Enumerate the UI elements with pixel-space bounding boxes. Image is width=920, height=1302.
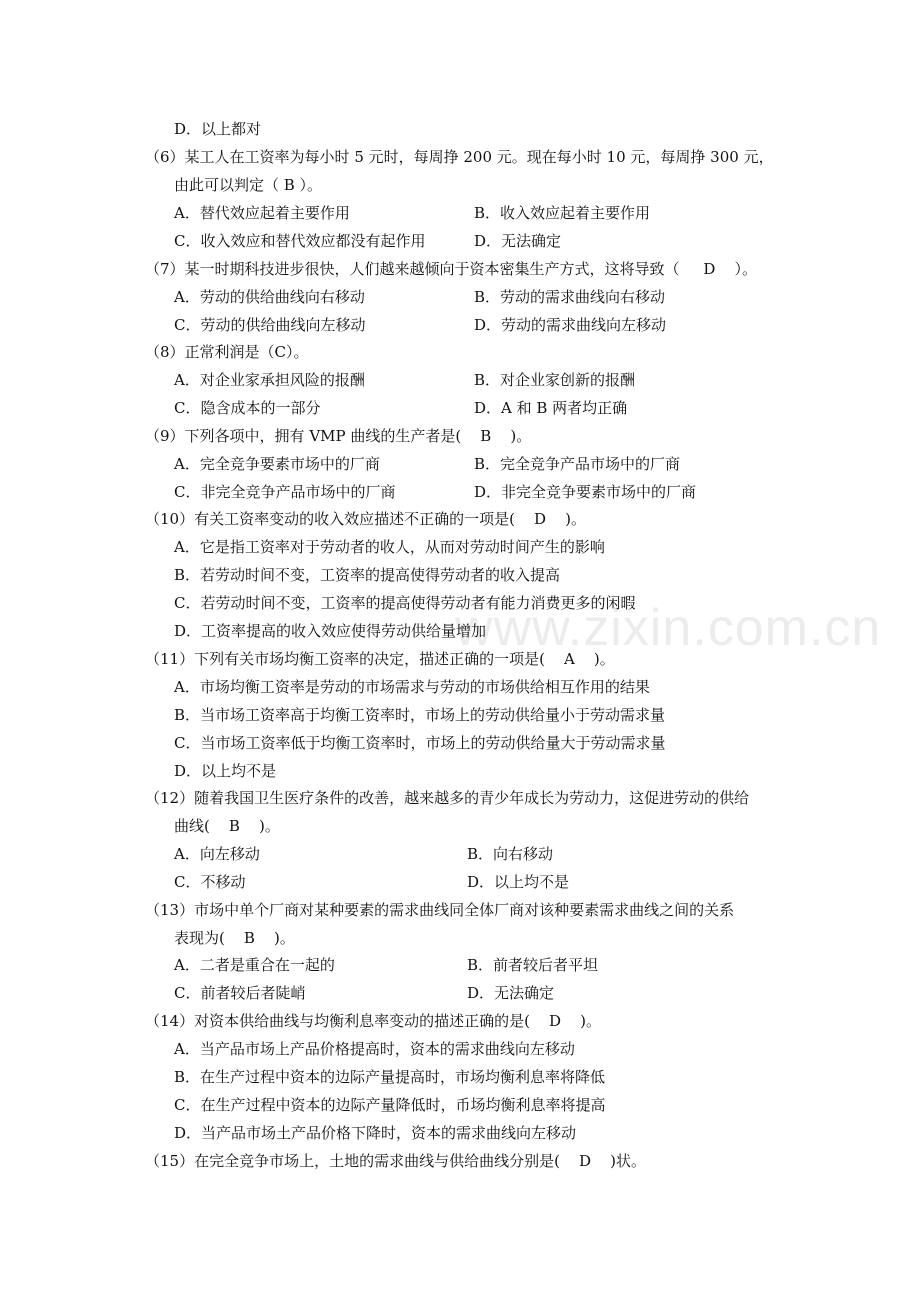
option-line: C．在生产过程中资本的边际产量降低时，币场均衡利息率将提高: [174, 1096, 606, 1114]
question-9: （9）下列各项中，拥有 VMP 曲线的生产者是( B )。: [145, 427, 532, 445]
option-line: B．前者较后者平坦: [467, 956, 599, 974]
option-line: D．A 和 B 两者均正确: [474, 399, 628, 417]
option-line: C．非完全竞争产品市场中的厂商: [174, 483, 396, 501]
option-line: B．收入效应起着主要作用: [474, 204, 651, 222]
option-line: D．劳动的需求曲线向左移动: [474, 316, 667, 334]
option-line: C．前者较后者陡峭: [174, 984, 306, 1002]
option-line: C．当市场工资率低于均衡工资率时，市场上的劳动供给量大于劳动需求量: [174, 734, 666, 752]
option-line: B．对企业家创新的报酬: [474, 371, 636, 389]
question-14: （14）对资本供给曲线与均衡利息率变动的描述正确的是( D )。: [145, 1012, 601, 1030]
option-line: D．非完全竞争要素市场中的厂商: [474, 483, 697, 501]
option-line: C．劳动的供给曲线向左移动: [174, 316, 366, 334]
watermark: www.zixin.com.cn: [455, 599, 882, 657]
option-line: D．以上都对: [174, 120, 262, 138]
option-line: D．以上均不是: [174, 762, 277, 780]
option-line: B．当市场工资率高于均衡工资率时，市场上的劳动供给量小于劳动需求量: [174, 706, 666, 724]
question-11: （11）下列有关市场均衡工资率的决定，描述正确的一项是( A )。: [145, 650, 615, 668]
option-line: C．收入效应和替代效应都没有起作用: [174, 232, 426, 250]
option-line: B．若劳动时间不变，工资率的提高使得劳动者的收入提高: [174, 566, 561, 584]
option-line: A．它是指工资率对于劳动者的收人，从而对劳动时间产生的影响: [174, 538, 605, 556]
option-line: A．市场均衡工资率是劳动的市场需求与劳动的市场供给相互作用的结果: [174, 678, 650, 696]
question-15: （15）在完全竞争市场上，土地的需求曲线与供给曲线分别是( D )状。: [145, 1152, 646, 1170]
question-7: （7）某一时期科技进步很快，人们越来越倾向于资本密集生产方式，这将导致（ D ）。: [145, 260, 757, 278]
question-8: （8）正常利润是（C）。: [145, 343, 309, 361]
option-line: D．无法确定: [474, 232, 562, 250]
option-line: A．二者是重合在一起的: [174, 956, 335, 974]
option-line: C．隐含成本的一部分: [174, 399, 321, 417]
option-line: A．替代效应起着主要作用: [174, 204, 350, 222]
option-line: D．以上均不是: [467, 873, 570, 891]
option-line: D．工资率提高的收入效应使得劳动供给量增加: [174, 622, 487, 640]
option-line: C．若劳动时间不变，工资率的提高使得劳动者有能力消费更多的闲暇: [174, 594, 636, 612]
option-line: A．劳动的供给曲线向右移动: [174, 288, 365, 306]
question-line: 表现为( B )。: [174, 929, 295, 947]
question-line: 曲线( B )。: [174, 817, 280, 835]
option-line: A．当产品市场上产品价格提高时，资本的需求曲线向左移动: [174, 1040, 575, 1058]
option-line: D．当产品市场土产品价格下降时，资本的需求曲线向左移动: [174, 1124, 577, 1142]
option-line: C．不移动: [174, 873, 246, 891]
question-line: 由此可以判定（ B ）。: [174, 176, 323, 194]
question-12: （12）随着我国卫生医疗条件的改善，越来越多的青少年成长为劳动力，这促进劳动的供给: [145, 789, 750, 807]
option-line: B．向右移动: [467, 845, 554, 863]
option-line: A．完全竞争要素市场中的厂商: [174, 455, 380, 473]
option-line: B．在生产过程中资本的边际产量提高时，市场均衡利息率将降低: [174, 1068, 606, 1086]
option-line: A．对企业家承担风险的报酬: [174, 371, 365, 389]
question-6: （6）某工人在工资率为每小时 5 元时，每周挣 200 元。现在每小时 10 元，每周挣 300 元，: [145, 148, 774, 166]
option-line: D．无法确定: [467, 984, 555, 1002]
question-10: （10）有关工资率变动的收入效应描述不正确的一项是( D )。: [145, 510, 586, 528]
option-line: B．劳动的需求曲线向右移动: [474, 288, 666, 306]
question-13: （13）市场中单个厂商对某种要素的需求曲线同全体厂商对该种要素需求曲线之间的关系: [145, 901, 735, 919]
option-line: B．完全竞争产品市场中的厂商: [474, 455, 681, 473]
option-line: A．向左移动: [174, 845, 260, 863]
